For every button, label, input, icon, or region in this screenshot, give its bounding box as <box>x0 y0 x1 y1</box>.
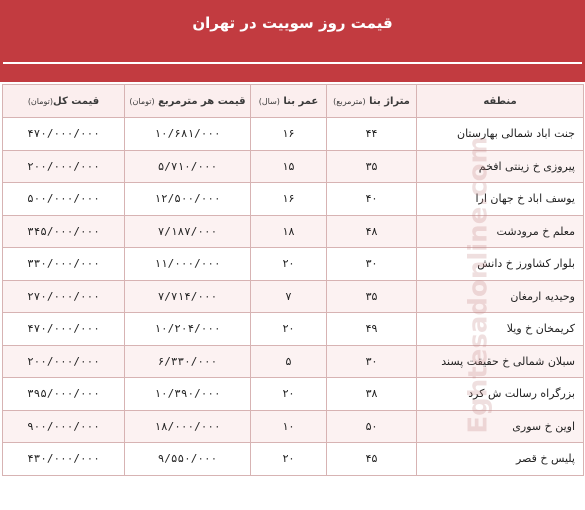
cell-total-price: ۵۰۰/۰۰۰/۰۰۰ <box>3 183 125 216</box>
cell-region: پلیس خ قصر <box>417 443 584 476</box>
price-table <box>2 84 584 476</box>
cell-age: ۱۰ <box>251 410 327 443</box>
watermark: Eghtesadonline.com <box>463 136 494 434</box>
cell-price-per-meter: ۱۰/۲۰۴/۰۰۰ <box>125 313 251 346</box>
cell-area: ۴۹ <box>327 313 417 346</box>
cell-price-per-meter: ۱۸/۰۰۰/۰۰۰ <box>125 410 251 443</box>
cell-region: سبلان شمالی خ حقیقت پسند <box>417 345 584 378</box>
cell-area: ۴۵ <box>327 443 417 476</box>
cell-area: ۳۵ <box>327 150 417 183</box>
cell-region: پیروزی خ زینتی افخم <box>417 150 584 183</box>
header-ppm-unit: (تومان) <box>129 96 155 106</box>
table-row <box>3 215 584 248</box>
table-row <box>3 378 584 411</box>
cell-total-price: ۳۹۵/۰۰۰/۰۰۰ <box>3 378 125 411</box>
cell-area: ۵۰ <box>327 410 417 443</box>
cell-age: ۲۰ <box>251 378 327 411</box>
cell-total-price: ۳۴۵/۰۰۰/۰۰۰ <box>3 215 125 248</box>
header-row <box>3 85 584 118</box>
cell-price-per-meter: ۱۰/۳۹۰/۰۰۰ <box>125 378 251 411</box>
cell-total-price: ۲۷۰/۰۰۰/۰۰۰ <box>3 280 125 313</box>
cell-area: ۴۸ <box>327 215 417 248</box>
cell-area: ۳۰ <box>327 248 417 281</box>
cell-region: بلوار کشاورز خ دانش <box>417 248 584 281</box>
title-divider <box>3 62 582 64</box>
cell-age: ۲۰ <box>251 248 327 281</box>
header-area: متراژ بنا (مترمربع) <box>327 85 417 118</box>
cell-region: اوین خ سوری <box>417 410 584 443</box>
table-row <box>3 183 584 216</box>
cell-region: بزرگراه رسالت ش کرد <box>417 378 584 411</box>
header-age-unit: (سال) <box>258 96 280 106</box>
cell-area: ۳۵ <box>327 280 417 313</box>
table-row <box>3 118 584 151</box>
cell-price-per-meter: ۷/۷۱۴/۰۰۰ <box>125 280 251 313</box>
cell-region: جنت اباد شمالی بهارستان <box>417 118 584 151</box>
cell-price-per-meter: ۹/۵۵۰/۰۰۰ <box>125 443 251 476</box>
cell-price-per-meter: ۱۱/۰۰۰/۰۰۰ <box>125 248 251 281</box>
cell-age: ۲۰ <box>251 313 327 346</box>
cell-total-price: ۴۳۰/۰۰۰/۰۰۰ <box>3 443 125 476</box>
cell-region: یوسف اباد خ جهان ارا <box>417 183 584 216</box>
title-bar <box>0 0 585 82</box>
cell-total-price: ۴۷۰/۰۰۰/۰۰۰ <box>3 118 125 151</box>
header-price-per-meter: قیمت هر مترمربع (تومان) <box>125 85 251 118</box>
cell-area: ۴۰ <box>327 183 417 216</box>
table-body <box>3 118 584 476</box>
cell-price-per-meter: ۶/۳۳۰/۰۰۰ <box>125 345 251 378</box>
cell-region: کریمخان خ ویلا <box>417 313 584 346</box>
cell-total-price: ۹۰۰/۰۰۰/۰۰۰ <box>3 410 125 443</box>
table-row <box>3 345 584 378</box>
cell-age: ۱۶ <box>251 183 327 216</box>
cell-age: ۷ <box>251 280 327 313</box>
cell-age: ۲۰ <box>251 443 327 476</box>
table-row <box>3 280 584 313</box>
table-row <box>3 443 584 476</box>
table-row <box>3 248 584 281</box>
table-row <box>3 313 584 346</box>
cell-age: ۵ <box>251 345 327 378</box>
cell-price-per-meter: ۱۰/۶۸۱/۰۰۰ <box>125 118 251 151</box>
header-total-unit: (تومان) <box>27 96 54 106</box>
cell-area: ۳۸ <box>327 378 417 411</box>
cell-region: وحیدیه ارمغان <box>417 280 584 313</box>
cell-area: ۳۰ <box>327 345 417 378</box>
cell-price-per-meter: ۵/۷۱۰/۰۰۰ <box>125 150 251 183</box>
header-age: عمر بنا (سال) <box>251 85 327 118</box>
cell-price-per-meter: ۱۲/۵۰۰/۰۰۰ <box>125 183 251 216</box>
table-row <box>3 150 584 183</box>
page-title: قیمت روز سوییت در تهران <box>192 14 393 32</box>
cell-area: ۴۴ <box>327 118 417 151</box>
table-row <box>3 410 584 443</box>
cell-total-price: ۲۰۰/۰۰۰/۰۰۰ <box>3 150 125 183</box>
cell-age: ۱۶ <box>251 118 327 151</box>
cell-total-price: ۴۷۰/۰۰۰/۰۰۰ <box>3 313 125 346</box>
cell-age: ۱۵ <box>251 150 327 183</box>
cell-region: معلم خ مرودشت <box>417 215 584 248</box>
cell-total-price: ۳۳۰/۰۰۰/۰۰۰ <box>3 248 125 281</box>
header-area-unit: (مترمربع) <box>333 96 366 106</box>
cell-total-price: ۲۰۰/۰۰۰/۰۰۰ <box>3 345 125 378</box>
header-total-price: قیمت کل(تومان) <box>3 85 125 118</box>
cell-price-per-meter: ۷/۱۸۷/۰۰۰ <box>125 215 251 248</box>
cell-age: ۱۸ <box>251 215 327 248</box>
header-region: منطقه <box>417 85 584 118</box>
